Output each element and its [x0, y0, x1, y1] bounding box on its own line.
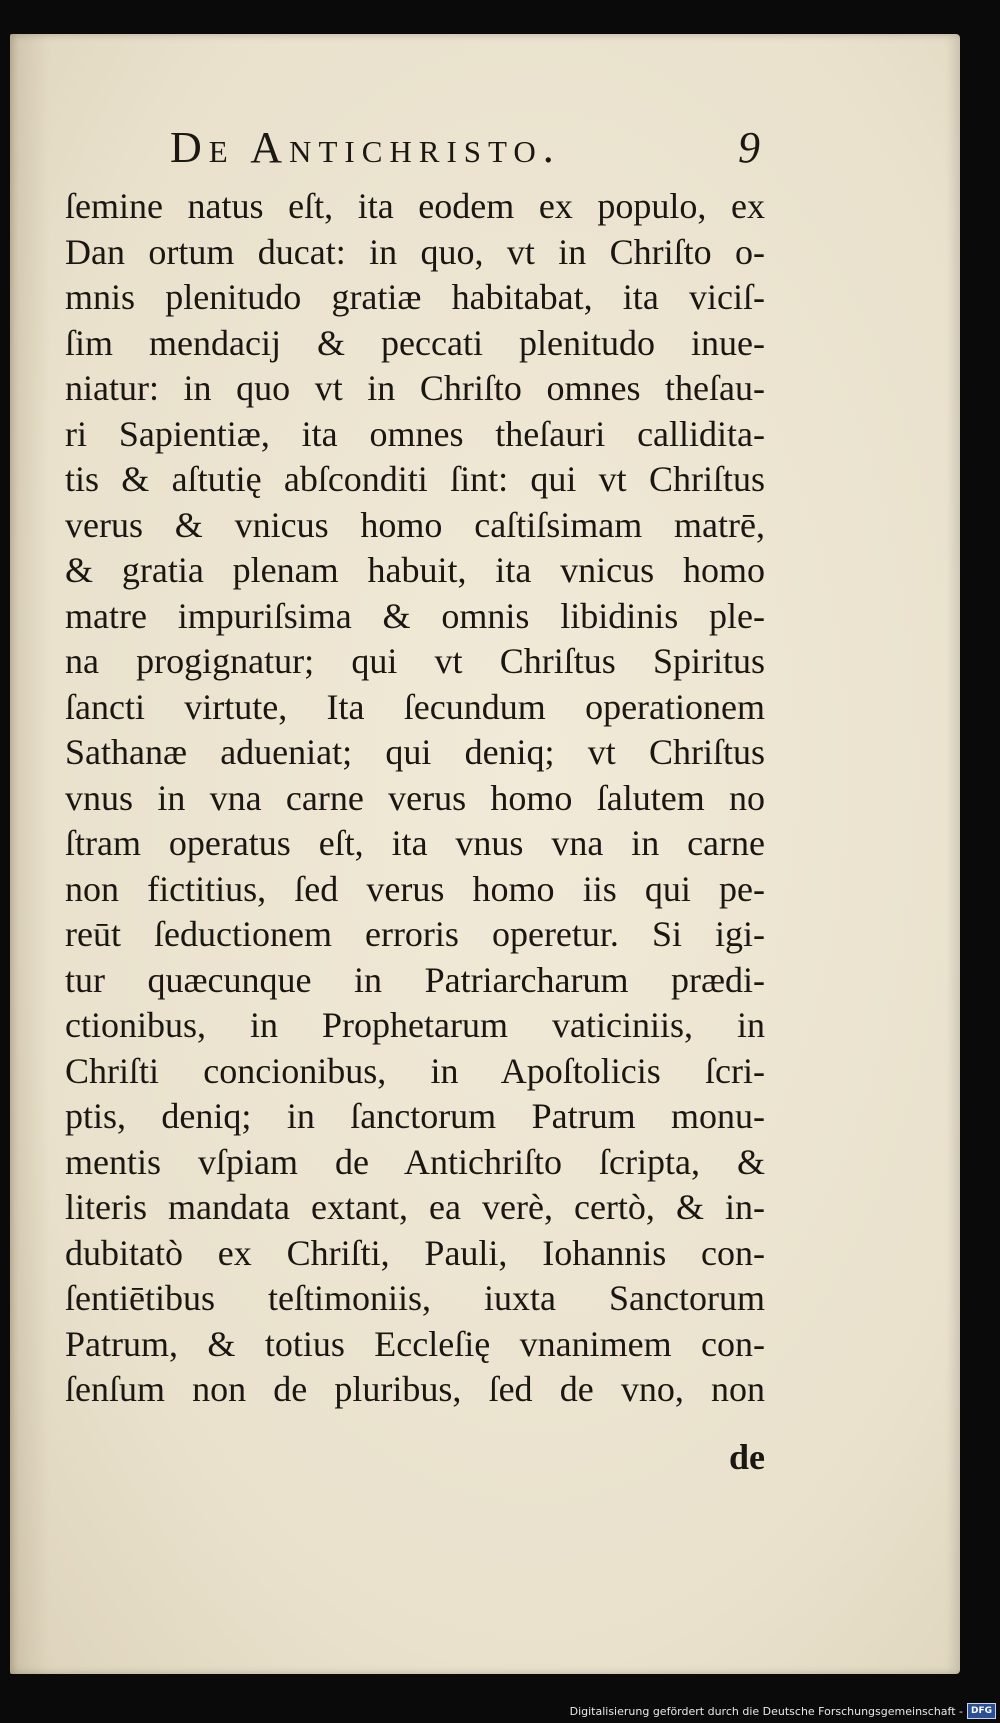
text-line: ſancti virtute, Ita ſecundum operationem: [65, 686, 765, 727]
body-text: [65, 184, 765, 1413]
text-line: ſim mendacij & peccati plenitudo inue-: [65, 322, 765, 363]
text-line: ctionibus, in Prophetarum vaticiniis, in: [65, 1005, 765, 1045]
text-line: verus & vnicus homo caſtiſsimam matrē,: [65, 504, 765, 545]
running-head: [170, 122, 760, 182]
text-line: reūt ſeductionem erroris operetur. Si igi-: [65, 914, 765, 954]
text-line: niatur: in quo vt in Chriſto omnes theſau-: [65, 368, 765, 408]
text-line: ri Sapientiæ, ita omnes theſauri callidita-: [65, 413, 765, 454]
text-line: ptis, deniq; in ſanctorum Patrum monu-: [65, 1096, 765, 1136]
text-line: ſentiētibus teſtimoniis, iuxta Sanctorum: [65, 1278, 765, 1318]
catchword: de: [729, 1437, 765, 1477]
text-line: ſtram operatus eſt, ita vnus vna in carne: [65, 823, 765, 863]
text-line: tis & aſtutię abſconditi ſint: qui vt Chriſtus: [65, 459, 765, 499]
dfg-logo: DFG: [967, 1703, 996, 1719]
text-line: mentis vſpiam de Antichriſto ſcripta, &: [65, 1141, 765, 1182]
text-line: Patrum, & totius Eccleſię vnanimem con-: [65, 1323, 765, 1364]
text-line: na progignatur; qui vt Chriſtus Spiritus: [65, 641, 765, 681]
text-line: Dan ortum ducat: in quo, vt in Chriſto o-: [65, 231, 765, 272]
text-line: Sathanæ adueniat; qui deniq; vt Chriſtus: [65, 732, 765, 772]
credit-text: Digitalisierung gefördert durch die Deutsche Forschungsgemeinschaft -: [569, 1704, 963, 1718]
text-line: tur quæcunque in Patriarcharum prædi-: [65, 959, 765, 1000]
text-line: non fictitius, ſed verus homo iis qui pe-: [65, 868, 765, 909]
book-page: [10, 34, 960, 1674]
text-line: dubitatò ex Chriſti, Pauli, Iohannis con-: [65, 1232, 765, 1273]
running-head-title: De Antichristo.: [170, 123, 561, 172]
text-line: & gratia plenam habuit, ita vnicus homo: [65, 550, 765, 590]
page-number: 9: [738, 123, 760, 172]
text-line: matre impuriſsima & omnis libidinis ple-: [65, 595, 765, 636]
text-line: literis mandata extant, ea verè, certò, & in-: [65, 1187, 765, 1227]
text-line: ſenſum non de pluribus, ſed de vno, non: [65, 1369, 765, 1409]
text-line: vnus in vna carne verus homo ſalutem no: [65, 777, 765, 818]
text-line: mnis plenitudo gratiæ habitabat, ita viciſ-: [65, 277, 765, 317]
text-line: ſemine natus eſt, ita eodem ex populo, ex: [65, 186, 765, 226]
digitization-credit: [570, 1703, 996, 1719]
text-line: Chriſti concionibus, in Apoſtolicis ſcri-: [65, 1050, 765, 1091]
